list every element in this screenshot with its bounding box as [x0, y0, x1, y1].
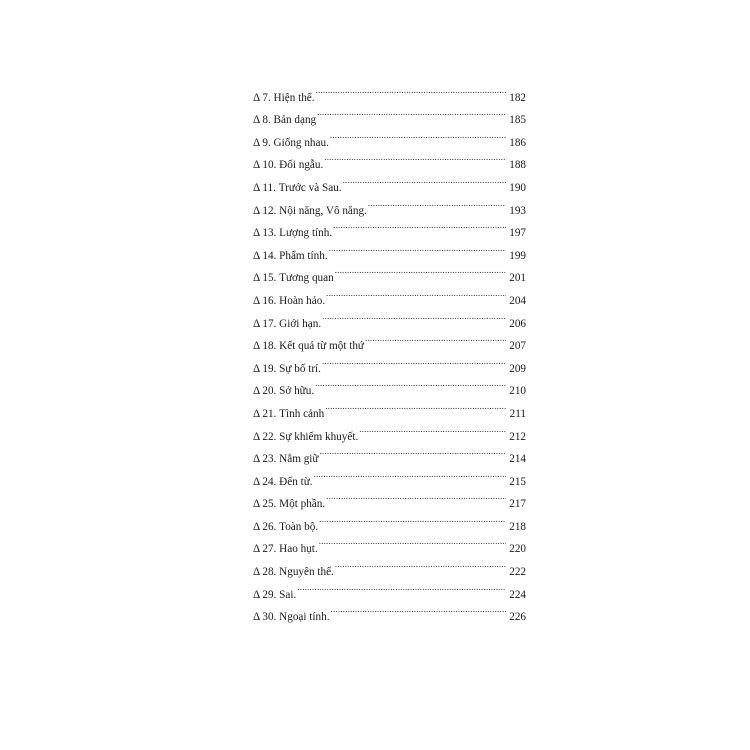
toc-entry-title: Δ 26. Toàn bộ. — [253, 520, 319, 533]
toc-entry-page-number: 186 — [509, 136, 526, 149]
dot-leader — [335, 259, 507, 282]
toc-entry-title: Δ 16. Hoàn hảo. — [253, 294, 326, 307]
dot-leader — [322, 304, 506, 327]
dot-leader — [326, 281, 506, 304]
toc-entry-page-number: 188 — [509, 159, 526, 172]
table-of-contents — [253, 78, 526, 624]
toc-entry-page-number: 218 — [509, 520, 526, 533]
dot-leader — [319, 440, 506, 463]
dot-leader — [365, 327, 506, 350]
toc-entry-page-number: 215 — [509, 475, 526, 488]
toc-entry-title: Δ 25. Một phần. — [253, 498, 326, 511]
toc-entry-title: Δ 30. Ngoại tính. — [253, 611, 330, 624]
dot-leader — [314, 462, 507, 485]
toc-entry-title: Δ 23. Nắm giữ — [253, 453, 319, 466]
toc-entry-page-number: 199 — [509, 249, 526, 262]
dot-leader — [317, 101, 506, 124]
toc-entry-title: Δ 18. Kết quả từ một thứ — [253, 340, 364, 353]
toc-entry-page-number: 220 — [509, 543, 526, 556]
dot-leader — [359, 417, 506, 440]
dot-leader — [329, 236, 507, 259]
toc-entry-title: Δ 9. Giống nhau. — [253, 136, 329, 149]
toc-entry-page-number: 226 — [509, 611, 526, 624]
dot-leader — [326, 485, 506, 508]
toc-entry-page-number: 211 — [509, 407, 526, 420]
toc-entry-page-number: 206 — [509, 317, 526, 330]
toc-entry-page-number: 190 — [509, 181, 526, 194]
dot-leader — [315, 372, 506, 395]
toc-entry-title: Δ 14. Phẩm tính. — [253, 249, 328, 262]
dot-leader — [297, 575, 506, 598]
toc-entry-title: Δ 21. Tình cảnh — [253, 407, 325, 420]
toc-entry-title: Δ 12. Nội năng, Vô năng. — [253, 204, 367, 217]
dot-leader — [325, 394, 506, 417]
toc-entry-title: Δ 20. Sở hữu. — [253, 385, 315, 398]
toc-entry-page-number: 212 — [509, 430, 526, 443]
toc-entry-page-number: 210 — [509, 385, 526, 398]
toc-entry-title: Δ 19. Sự bố trí. — [253, 362, 321, 375]
toc-entry-title: Δ 8. Bản dạng — [253, 114, 317, 127]
dot-leader — [331, 598, 507, 621]
dot-leader — [319, 530, 507, 553]
toc-entry-page-number: 217 — [509, 498, 526, 511]
toc-entry-page-number: 193 — [509, 204, 526, 217]
toc-entry-title: Δ 29. Sai. — [253, 588, 297, 601]
toc-entry-page-number: 214 — [509, 453, 526, 466]
dot-leader — [343, 168, 507, 191]
toc-entry-page-number: 222 — [509, 566, 526, 579]
dot-leader — [316, 78, 507, 101]
dot-leader — [368, 191, 506, 214]
toc-entry-title: Δ 15. Tương quan — [253, 272, 334, 285]
dot-leader — [322, 349, 506, 372]
toc-entry-page-number: 207 — [509, 340, 526, 353]
toc-entry-title: Δ 22. Sự khiếm khuyết. — [253, 430, 359, 443]
dot-leader — [324, 146, 506, 169]
dot-leader — [335, 552, 506, 575]
toc-entry-title: Δ 11. Trước và Sau. — [253, 181, 342, 194]
toc-entry-title: Δ 13. Lượng tính. — [253, 227, 333, 240]
toc-entry-title: Δ 28. Nguyên thể. — [253, 566, 334, 579]
toc-entry — [253, 78, 526, 104]
toc-entry-title: Δ 24. Đến từ. — [253, 475, 313, 488]
toc-entry-title: Δ 27. Hao hụt. — [253, 543, 318, 556]
toc-entry-page-number: 201 — [509, 272, 526, 285]
toc-entry-title: Δ 10. Đối ngẫu. — [253, 159, 324, 172]
toc-entry-page-number: 204 — [509, 294, 526, 307]
toc-entry-page-number: 182 — [509, 91, 526, 104]
dot-leader — [330, 123, 506, 146]
toc-entry-page-number: 197 — [509, 227, 526, 240]
dot-leader — [319, 507, 506, 530]
toc-entry-page-number: 209 — [509, 362, 526, 375]
dot-leader — [333, 214, 506, 237]
toc-entry-page-number: 224 — [509, 588, 526, 601]
toc-entry-title: Δ 7. Hiện thể. — [253, 91, 315, 104]
toc-entry-title: Δ 17. Giới hạn. — [253, 317, 322, 330]
toc-entry-page-number: 185 — [509, 114, 526, 127]
